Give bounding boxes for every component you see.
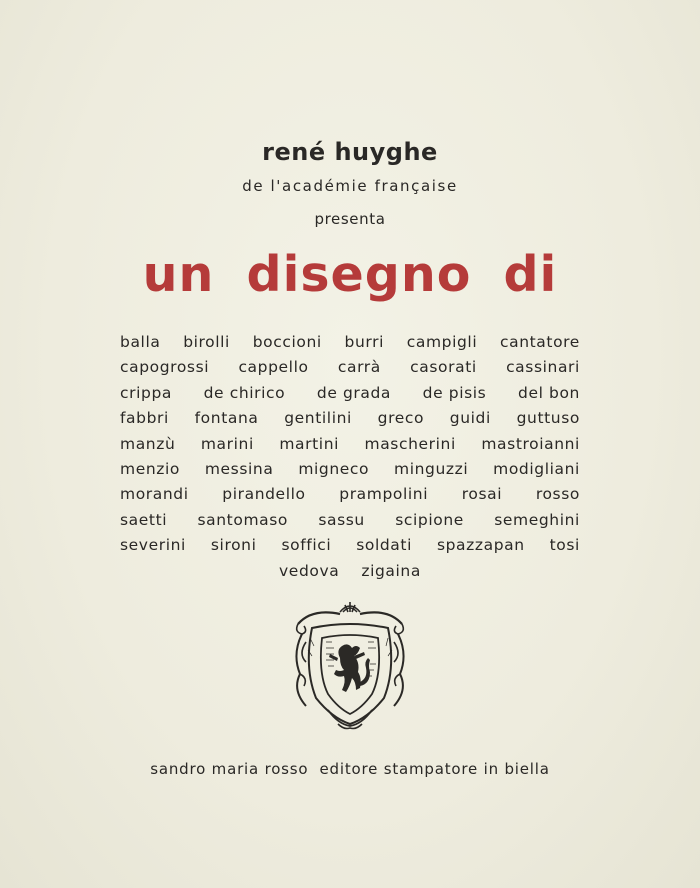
artist-name: severini xyxy=(120,536,186,555)
artist-name: migneco xyxy=(298,459,370,478)
artist-name: del bon xyxy=(518,383,580,402)
artist-line xyxy=(120,355,580,380)
artist-name: soldati xyxy=(356,536,412,555)
artist-name: capogrossi xyxy=(120,358,210,377)
artist-line xyxy=(120,406,580,431)
artist-name: pirandello xyxy=(222,485,306,504)
artist-name: morandi xyxy=(120,485,189,504)
artist-name: saetti xyxy=(120,510,168,529)
artist-name: spazzapan xyxy=(436,536,525,555)
artist-name: de grada xyxy=(316,383,392,402)
artist-name: santomaso xyxy=(197,510,288,529)
artist-name: marini xyxy=(200,434,254,453)
artist-name: messina xyxy=(204,459,274,478)
artist-name: tosi xyxy=(549,536,580,555)
artist-name: casorati xyxy=(410,358,477,377)
artist-name: minguzzi xyxy=(394,459,469,478)
artist-name: zigaina xyxy=(361,561,421,580)
artist-name: mascherini xyxy=(364,434,456,453)
publisher-imprint: sandro maria rosso editore stampatore in biella xyxy=(150,760,550,778)
artist-line xyxy=(120,330,580,355)
artist-name: rosso xyxy=(535,485,580,504)
author-affiliation: de l'académie française xyxy=(242,177,458,195)
artist-name: martini xyxy=(279,434,340,453)
artist-name: manzù xyxy=(120,434,176,453)
artist-name: soffici xyxy=(281,536,332,555)
artist-name: modigliani xyxy=(493,459,580,478)
artist-name: burri xyxy=(344,333,384,351)
author-name: rené huyghe xyxy=(262,138,438,166)
artist-name: menzio xyxy=(120,459,180,478)
artist-name: campigli xyxy=(406,333,478,351)
artist-name: fabbri xyxy=(120,409,169,428)
artist-name: cassinari xyxy=(506,358,580,377)
artist-name: carrà xyxy=(337,358,381,377)
artist-name: de pisis xyxy=(422,383,487,402)
page-title: un disegno di xyxy=(142,246,558,303)
artist-name: greco xyxy=(377,409,425,428)
artist-name: guidi xyxy=(449,409,491,428)
artist-name: mastroianni xyxy=(481,434,580,453)
artist-name: balla xyxy=(120,333,161,351)
heraldic-lion-crest-icon xyxy=(288,598,412,730)
artist-line xyxy=(120,533,580,558)
artist-name: cantatore xyxy=(499,333,580,351)
artist-line xyxy=(120,432,580,457)
artist-name: cappello xyxy=(238,358,309,377)
artist-name: guttuso xyxy=(516,409,580,428)
artist-name: birolli xyxy=(183,333,230,351)
artist-name: gentilini xyxy=(284,409,352,428)
artist-list xyxy=(120,330,580,584)
artist-name: prampolini xyxy=(339,485,429,504)
artist-name: fontana xyxy=(194,409,259,428)
artist-line xyxy=(120,457,580,482)
artist-name: sironi xyxy=(210,536,257,555)
artist-name: rosai xyxy=(461,485,503,504)
artist-name: vedova xyxy=(279,561,340,580)
artist-name: de chirico xyxy=(203,383,286,402)
artist-line xyxy=(120,508,580,533)
artist-line xyxy=(120,559,580,584)
artist-name: crippa xyxy=(120,383,172,402)
artist-name: semeghini xyxy=(494,510,580,529)
artist-name: sassu xyxy=(318,510,365,529)
artist-name: scipione xyxy=(395,510,464,529)
artist-name: boccioni xyxy=(252,333,322,351)
artist-line xyxy=(120,482,580,507)
artist-line xyxy=(120,381,580,406)
presents-label: presenta xyxy=(314,210,386,228)
